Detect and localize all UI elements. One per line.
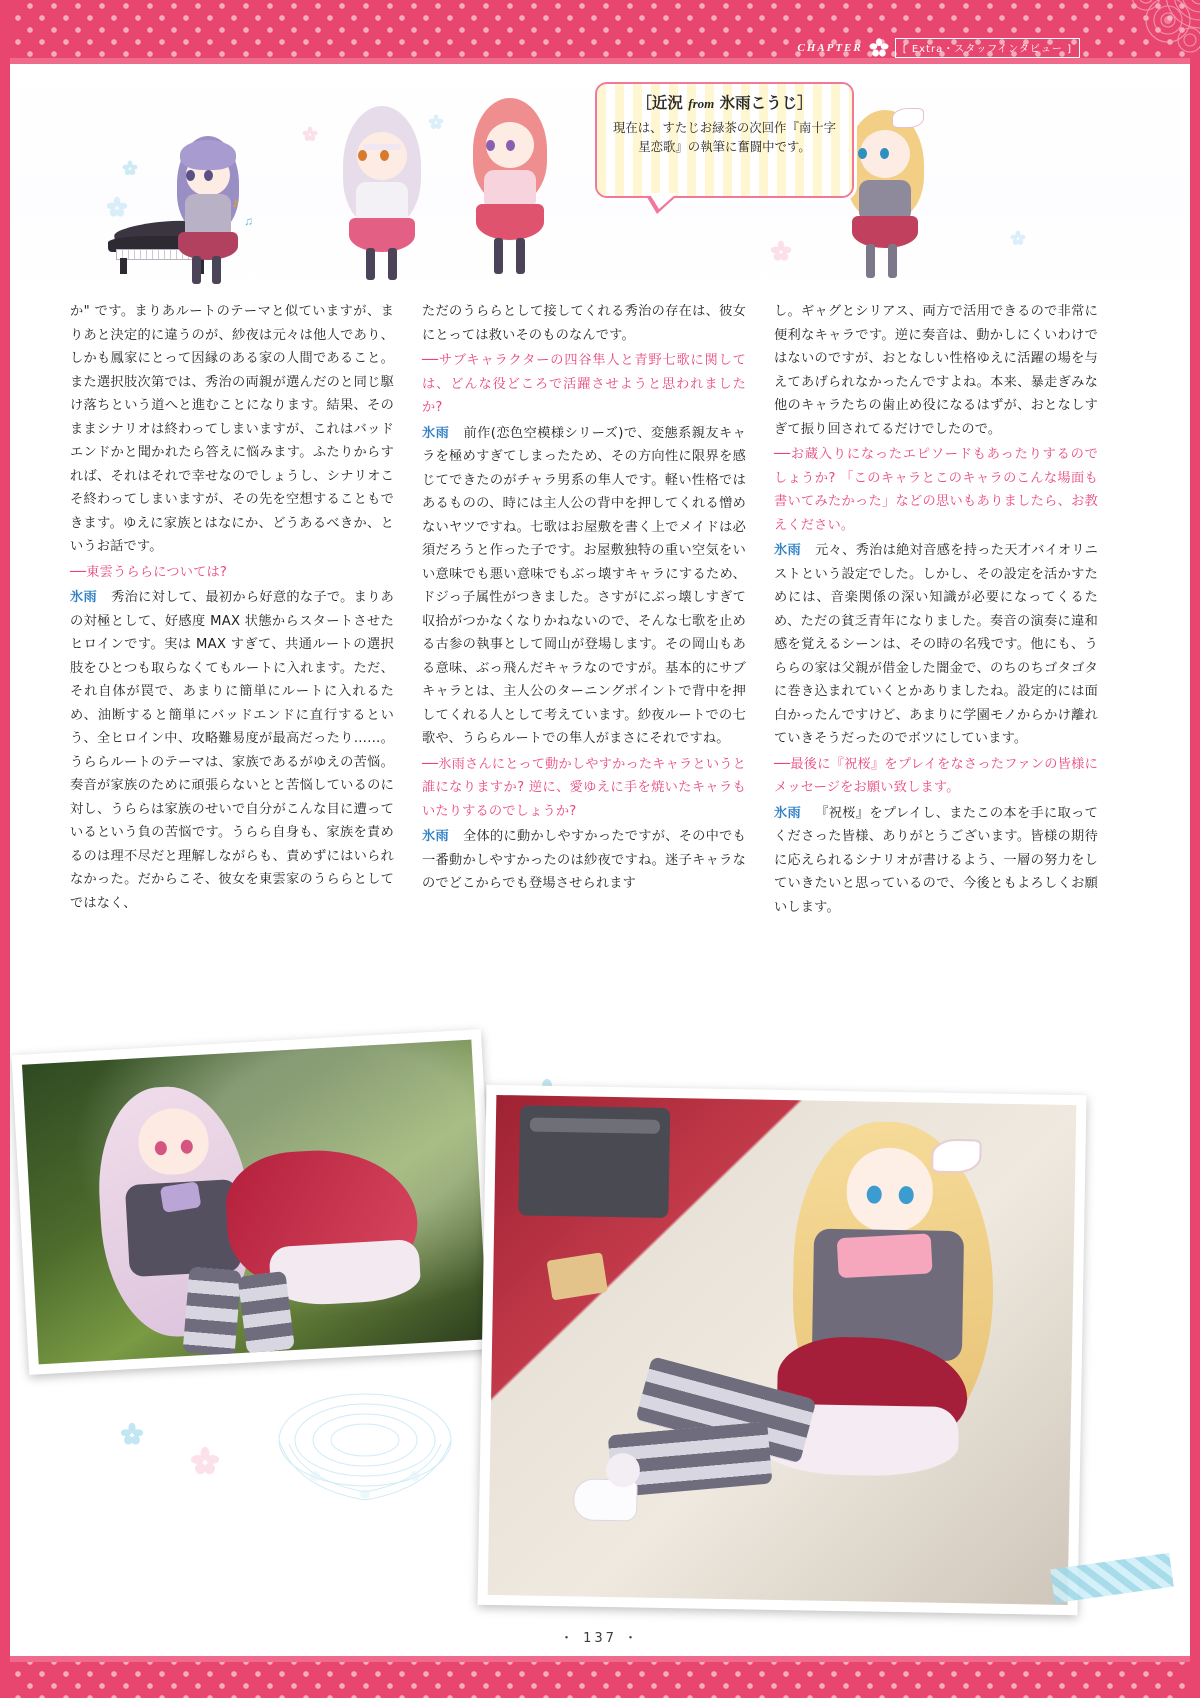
answer-text: 元々、秀治は絶対音感を持った天才バイオリニストという設定でした。しかし、その設定を活かすためには、音楽関係の深い知識が必要になってくるため、ただの貧乏青年になりました。奏音の演奏に違和感を覚えるシーンは、その時の名残です。他にも、うららの家は父親が借金した闇金で、のちのちゴタゴタに巻き込まれていくとかありましたね。設定的には面白かったんですけど、あまりに学園モノからかけ離れていきそうだったのでボツにしています。 xyxy=(774,543,1098,746)
paragraph-answer xyxy=(70,586,394,915)
music-note-icon: ♪ xyxy=(232,196,239,211)
page-border-right xyxy=(1190,0,1200,1698)
page-number: ・ 137 ・ xyxy=(559,1631,641,1646)
petal-icon xyxy=(190,1446,220,1476)
chibi-pink-hair-girl xyxy=(458,98,562,286)
paragraph-question: ──サブキャラクターの四谷隼人と青野七歌に関しては、どんな役どころで活躍させようと思われましたか? xyxy=(422,353,746,415)
petal-icon xyxy=(1010,230,1026,246)
paragraph-body: か" です。まりあルートのテーマと似ていますが、まりあと決定的に違うのが、紗夜は元々は他人であり、しかも鳳家にとって因縁のある家の人間であること。また選択肢次第では、秀治の両親が選んだのと同じ駆け落ちという道へと進むことになります。結果、そのままシナリオは終わってしまいますが、これはバッドエンドかと聞かれたら答えに悩みます。ふたりからすれば、それはそれで幸せなのでしょうし、シナリオこそ終わってしまいますが、その先を空想することもできます。ゆえに家族とはなにか、どうあるべきか、というお話です。 xyxy=(70,304,394,554)
speaker-name: 氷雨 xyxy=(70,590,98,605)
paragraph-answer xyxy=(774,539,1098,751)
flower-icon xyxy=(869,38,889,58)
photo-blonde-girl xyxy=(478,1085,1087,1615)
chapter-tab xyxy=(797,36,1080,60)
answer-text: 秀治に対して、最初から好意的な子で。まりあの対極として、好感度 MAX 状態からスタートさせたヒロインです。実は MAX すぎて、共通ルートの選択肢をひとつも取らなくてもルートに入れます。ただ、それ自体が罠で、あまりに簡単にルートに入れるため、油断すると簡単にバッドエンドに直行するという、全ヒロイン中、攻略難易度が最高だったり……。うららルートのテーマは、家族であるがゆえの苦悩。奏音が家族のために頑張らないとと苦悩しているのに対し、うららは家族のせいで自分がこんな目に遭っているという負の苦悩です。うらら自身も、家族を責めるのは理不尽だと理解しながらも、責めずにはいられなかった。だからこそ、彼女を東雲家のうららとしてではなく、 xyxy=(70,590,395,911)
page-border-left xyxy=(0,0,10,1698)
text-column-2 xyxy=(422,300,746,1000)
paragraph-body: ただのうららとして接してくれる秀治の存在は、彼女にとっては救いそのものなんです。 xyxy=(422,304,746,343)
petal-icon xyxy=(120,1422,144,1446)
chapter-section-label: [ Extra・スタッフインタビュー ] xyxy=(895,38,1080,58)
balloon-title-prefix: ［近況 xyxy=(636,94,683,112)
paragraph-question: ──東雲うららについては? xyxy=(70,564,228,580)
paragraph-answer xyxy=(422,825,746,896)
speaker-name: 氷雨 xyxy=(774,543,802,558)
petal-icon xyxy=(122,160,138,176)
chibi-white-hair-girl xyxy=(330,106,434,286)
chapter-label: CHAPTER xyxy=(797,42,863,54)
balloon-title-name: 氷雨こうじ］ xyxy=(719,94,813,112)
lace-doily-ornament xyxy=(255,1380,475,1530)
hair-ribbon xyxy=(892,108,924,128)
text-column-1 xyxy=(70,300,394,1000)
speaker-name: 氷雨 xyxy=(774,805,802,821)
balloon-title xyxy=(597,84,852,113)
answer-text: 『祝桜』をプレイし、またこの本を手に取ってくださった皆様、ありがとうございます。皆様の期待に応えられるシナリオが書けるよう、一層の努力をしていきたいと思っているので、今後ともよろしくお願いします。 xyxy=(774,805,1098,915)
page-border-bottom xyxy=(0,1656,1200,1698)
balloon-body-text: 現在は、すたじお緑茶の次回作『南十字星恋歌』の執筆に奮闘中です。 xyxy=(612,120,837,155)
answer-text: 全体的に動かしやすかったですが、その中でも一番動かしやすかったのは紗夜ですね。迷子キャラなのでどこからでも登場させられます xyxy=(422,829,747,891)
chibi-pianist-purple-hair xyxy=(160,136,256,286)
article-columns xyxy=(70,300,1130,1000)
paragraph-answer xyxy=(774,802,1098,920)
speaker-name: 氷雨 xyxy=(422,425,450,441)
speaker-name: 氷雨 xyxy=(422,829,449,844)
page-border-bottom-line xyxy=(0,1656,1200,1662)
petal-icon xyxy=(302,126,318,142)
paragraph-question: ──氷雨さんにとって動かしやすかったキャラというと誰になりますか? 逆に、愛ゆえに手を焼いたキャラもいたりするのでしょうか? xyxy=(422,756,746,819)
paragraph-answer xyxy=(422,422,746,751)
balloon-title-from: from xyxy=(688,96,715,111)
answer-text: 前作(恋色空模様シリーズ)で、変態系親友キャラを極めすぎてしまったため、その方向性に限界を感じてできたのがチャラ男系の隼人です。軽い性格ではあるものの、時には主人公の背中を押してくれる憎めないヤツですね。七歌はお屋敷を書く上でメイドは必須だろうと作った子です。お屋敷独特の重い空気をいい意味でも悪い意味でもぶっ壊すキャラにするため、ドジっ子属性がつきました。さすがにぶっ壊しすぎて収拾がつかなくなりかねないので、そんな七歌を止める古参の執事として岡山が登場します。その岡山もある意味、ぶっ飛んだキャラなのですが。基本的にサブキャラとは、主人公のターニングポイントで背中を押してくれる人として考えています。紗夜ルートでの七歌や、うららルートでの隼人がまさにそれですね。 xyxy=(422,425,747,746)
petal-icon xyxy=(770,240,792,262)
paragraph-body: し。ギャグとシリアス、両方で活用できるので非常に便利なキャラです。逆に奏音は、動かしにくいわけではないのですが、おとなしい性格ゆえに活躍の場を与えてあげられなかったんですよね。本来、暴走ぎみな他のキャラたちの歯止め役になるはずが、おとなしすぎて振り回されてるだけでしたので。 xyxy=(774,304,1098,437)
paragraph-question: ──お蔵入りになったエピソードもあったりするのでしょうか? 「このキャラとこのキャラのこんな場面も書いてみたかった」などの思いもありましたら、お教えください。 xyxy=(774,447,1098,533)
status-speech-balloon xyxy=(595,82,854,198)
paragraph-question: ──最後に『祝桜』をプレイをなさったファンの皆様にメッセージをお願い致します。 xyxy=(774,756,1098,795)
music-note-icon: ♫ xyxy=(244,214,253,228)
photo-forest-girl xyxy=(11,1029,498,1375)
photo-collage xyxy=(10,1020,1190,1635)
text-column-3 xyxy=(774,300,1098,1000)
